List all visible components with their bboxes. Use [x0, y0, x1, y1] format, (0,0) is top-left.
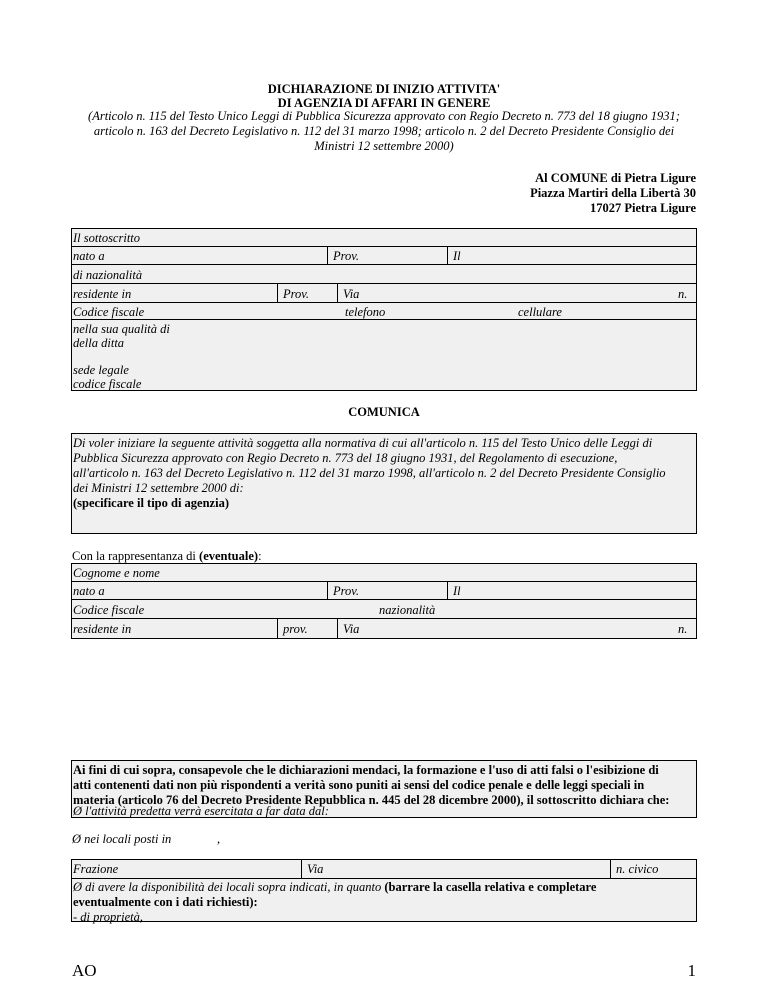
declaration-line-1: Ai fini di cui sopra, consapevole che le dichiarazioni mendaci, la formazione e l'uso di atti falsi o l'esibizione di — [73, 763, 659, 777]
numero-label: n. — [678, 287, 688, 301]
activity-line-3: all'articolo n. 163 del Decreto Legislativo n. 112 del 31 marzo 1998, all'articolo n. 2 del Decreto Presidente Consiglio — [73, 466, 666, 480]
rep-nazionalita-label: nazionalità — [379, 603, 436, 617]
disponibilita-bold-2: eventualmente con i dati richiesti): — [73, 895, 258, 909]
locali-label: Ø nei locali posti in — [72, 832, 172, 846]
declaration-line-4: Ø l'attività predetta verrà esercitata a far data dal: — [73, 804, 329, 818]
sede-legale-label: sede legale — [73, 363, 129, 377]
disponibilita-text — [73, 880, 695, 925]
declaration-line-3: materia (articolo 76 del Decreto Presidente Repubblica n. 445 del 28 dicembre 2000), il sottoscritto dichiara che: — [73, 793, 670, 807]
document-title — [0, 82, 768, 110]
representation-intro — [72, 549, 262, 563]
civico-label: n. civico — [616, 862, 659, 876]
cellulare-label: cellulare — [518, 305, 562, 319]
subtitle-line-3: Ministri 12 settembre 2000) — [314, 139, 454, 153]
recipient-line-1: Al COMUNE di Pietra Ligure — [535, 171, 696, 185]
activity-text — [73, 436, 695, 511]
codice-fiscale-label: Codice fiscale — [73, 305, 145, 319]
activity-line-4: dei Ministri 12 settembre 2000 di: — [73, 481, 244, 495]
frazione-label: Frazione — [73, 862, 119, 876]
il-label: Il — [453, 249, 461, 263]
activity-section — [71, 433, 697, 534]
sottoscritto-label: Il sottoscritto — [73, 231, 141, 245]
title-line-1: DICHIARAZIONE DI INIZIO ATTIVITA' — [267, 82, 501, 96]
nato-a-label: nato a — [73, 249, 105, 263]
prov-residenza-label: Prov. — [283, 287, 310, 301]
rep-residente-label: residente in — [73, 622, 132, 636]
activity-line-5: (specificare il tipo di agenzia) — [73, 496, 229, 510]
representation-intro-colon: : — [258, 549, 262, 563]
codice-fiscale-ditta-label: codice fiscale — [73, 377, 142, 391]
comunica-heading: COMUNICA — [348, 405, 420, 419]
proprieta-option: - di proprietà, — [73, 910, 144, 924]
telefono-label: telefono — [345, 305, 386, 319]
via-label: Via — [343, 287, 360, 301]
recipient-line-2: Piazza Martiri della Libertà 30 — [530, 186, 696, 200]
subtitle-line-1: (Articolo n. 115 del Testo Unico Leggi di Pubblica Sicurezza approvato con Regio Decreto n. 773 del 18 giugno 1931; — [88, 109, 680, 123]
address-section — [71, 859, 697, 922]
rep-via-label: Via — [343, 622, 360, 636]
title-line-2: DI AGENZIA DI AFFARI IN GENERE — [277, 96, 491, 110]
qualita-label: nella sua qualità di — [73, 322, 170, 336]
locali-comma: , — [217, 832, 221, 846]
rep-codice-fiscale-label: Codice fiscale — [73, 603, 145, 617]
nazionalita-label: di nazionalità — [73, 268, 143, 282]
rep-prov-residenza-label: prov. — [283, 622, 308, 636]
rep-numero-label: n. — [678, 622, 688, 636]
recipient-address — [356, 171, 696, 216]
rep-cognome-label: Cognome e nome — [73, 566, 160, 580]
disponibilita-italic: Ø di avere la disponibilità dei locali sopra indicati, in quanto — [73, 880, 385, 894]
residente-label: residente in — [73, 287, 132, 301]
document-subtitle — [0, 109, 768, 154]
declaration-line-2: atti contenenti dati non più rispondenti a verità sono puniti ai sensi del codice penale e delle leggi speciali in — [73, 778, 645, 792]
subtitle-line-2: articolo n. 163 del Decreto Legislativo n. 112 del 31 marzo 1998; articolo n. 2 del Decreto Presidente Consiglio dei — [93, 124, 675, 138]
activity-line-1: Di voler iniziare la seguente attività soggetta alla normativa di cui all'articolo n. 115 del Testo Unico delle Leggi di — [73, 436, 653, 450]
page-number: 1 — [687, 961, 696, 980]
declaration-text — [73, 763, 695, 808]
declaration-section — [71, 760, 697, 818]
rep-nato-a-label: nato a — [73, 584, 105, 598]
representation-section — [71, 563, 697, 639]
prov-label: Prov. — [333, 249, 360, 263]
activity-line-2: Pubblica Sicurezza approvato con Regio Decreto n. 773 del 18 giugno 1931, del Regolamento di esecuzione, — [73, 451, 618, 465]
rep-prov-label: Prov. — [333, 584, 360, 598]
applicant-section — [71, 228, 697, 391]
recipient-line-3: 17027 Pietra Ligure — [590, 201, 696, 215]
address-via-label: Via — [307, 862, 324, 876]
representation-intro-bold: (eventuale) — [199, 549, 259, 563]
representation-intro-text: Con la rappresentanza di — [72, 549, 200, 563]
disponibilita-bold-1: (barrare la casella relativa e completare — [384, 880, 597, 894]
rep-il-label: Il — [453, 584, 461, 598]
ditta-label: della ditta — [73, 336, 125, 350]
footer-left: AO — [72, 961, 97, 980]
